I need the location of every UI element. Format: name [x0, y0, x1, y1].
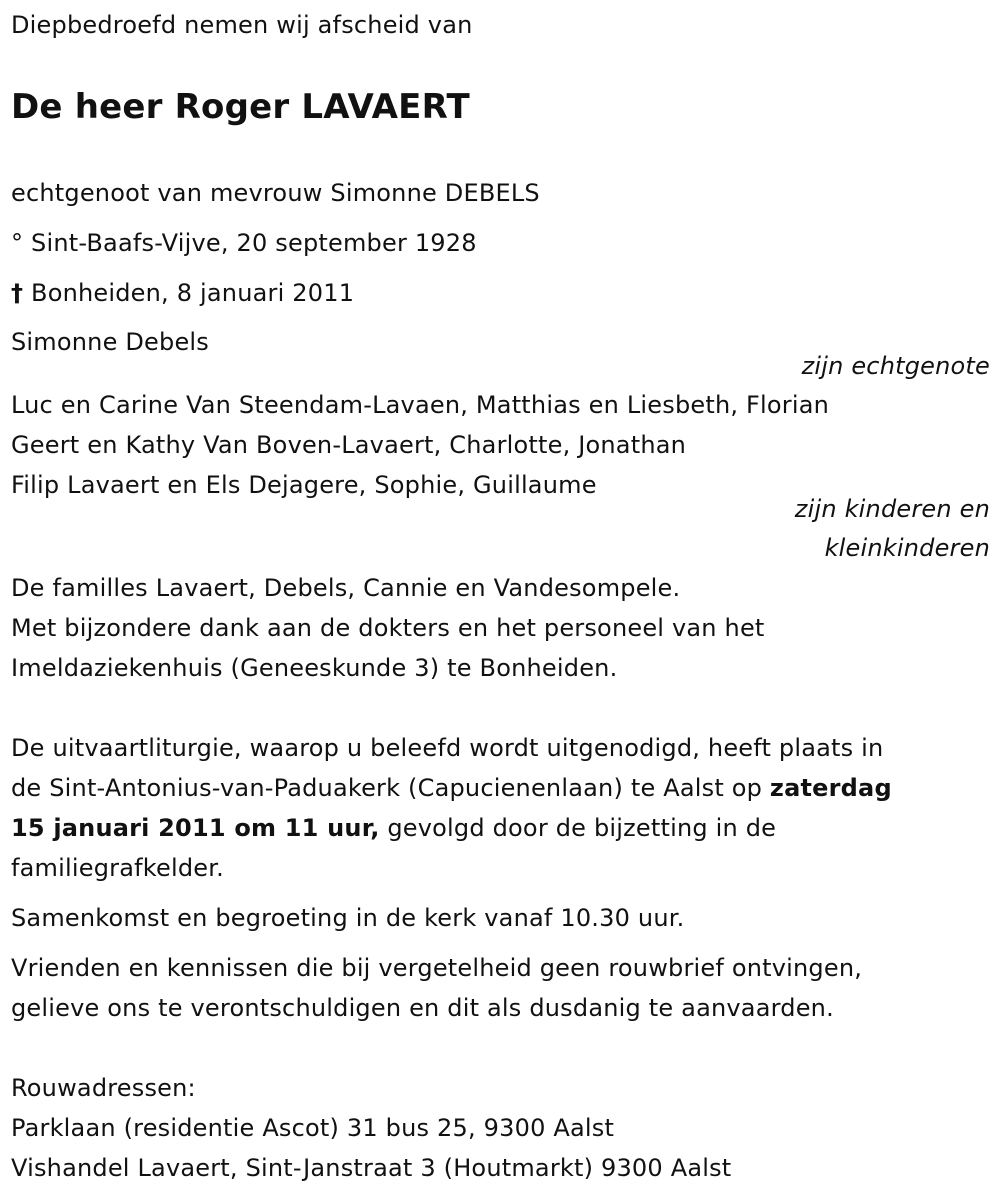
- liturgy-date: 15 januari 2011 om 11 uur,: [11, 814, 380, 842]
- intro-text: Diepbedroefd nemen wij afscheid van: [11, 11, 473, 39]
- spouse-name: Simonne Debels: [11, 328, 209, 356]
- apology-line: gelieve ons te verontschuldigen en dit als dusdanig te aanvaarden.: [11, 994, 834, 1022]
- death-text: Bonheiden, 8 januari 2011: [31, 279, 355, 307]
- liturgy-day: zaterdag: [769, 774, 892, 802]
- spouse-line: echtgenoot van mevrouw Simonne DEBELS: [11, 179, 540, 207]
- families-line: De familles Lavaert, Debels, Cannie en Vandesompele.: [11, 574, 681, 602]
- children-line: Luc en Carine Van Steendam-Lavaen, Matthias en Liesbeth, Florian: [11, 391, 830, 419]
- addresses-heading: Rouwadressen:: [11, 1074, 196, 1102]
- children-line: Geert en Kathy Van Boven-Lavaert, Charlotte, Jonathan: [11, 431, 687, 459]
- gathering-line: Samenkomst en begroeting in de kerk vanaf 10.30 uur.: [11, 904, 685, 932]
- liturgy-line: [11, 813, 776, 843]
- liturgy-line: De uitvaartliturgie, waarop u beleefd wordt uitgenodigd, heeft plaats in: [11, 734, 884, 762]
- liturgy-text: gevolgd door de bijzetting in de: [379, 814, 777, 842]
- children-role: kleinkinderen: [824, 534, 990, 562]
- birth-text: Sint-Baafs-Vijve, 20 september 1928: [31, 229, 477, 257]
- spouse-role: zijn echtgenote: [801, 352, 990, 380]
- cross-icon: †: [11, 279, 24, 307]
- death-line: [11, 278, 354, 308]
- liturgy-line: familiegrafkelder.: [11, 854, 224, 882]
- thanks-line: Met bijzondere dank aan de dokters en het personeel van het: [11, 614, 765, 642]
- birth-line: [11, 228, 477, 258]
- address-line: Vishandel Lavaert, Sint-Janstraat 3 (Houtmarkt) 9300 Aalst: [11, 1154, 732, 1182]
- children-line: Filip Lavaert en Els Dejagere, Sophie, Guillaume: [11, 471, 597, 499]
- birth-icon: °: [11, 229, 24, 257]
- deceased-name: De heer Roger LAVAERT: [11, 87, 470, 127]
- address-line: Parklaan (residentie Ascot) 31 bus 25, 9300 Aalst: [11, 1114, 615, 1142]
- thanks-line: Imeldaziekenhuis (Geneeskunde 3) te Bonheiden.: [11, 654, 618, 682]
- liturgy-line: [11, 773, 892, 803]
- children-role: zijn kinderen en: [794, 495, 990, 523]
- apology-line: Vrienden en kennissen die bij vergetelheid geen rouwbrief ontvingen,: [11, 954, 863, 982]
- liturgy-text: de Sint-Antonius-van-Paduakerk (Capucienenlaan) te Aalst op: [11, 774, 770, 802]
